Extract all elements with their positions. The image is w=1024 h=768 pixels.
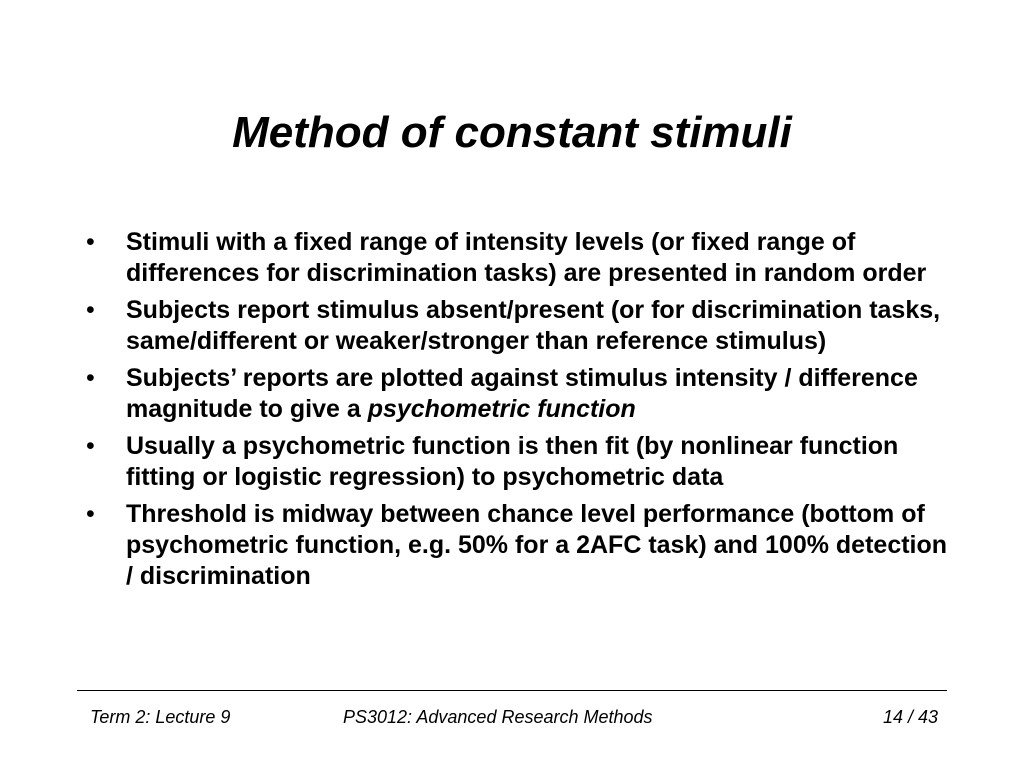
bullet-text: Threshold is midway between chance level performance (bottom of psychometric function, e.g. 50% for a 2AFC task) and 100% detection / discrimination — [126, 500, 948, 590]
footer-course-title: PS3012: Advanced Research Methods — [343, 707, 653, 727]
bullet-item — [86, 499, 956, 592]
slide-title: Method of constant stimuli — [232, 108, 792, 157]
bullet-icon: • — [86, 432, 95, 460]
bullet-text: Stimuli with a fixed range of intensity levels (or fixed range of differences for discrimination tasks) are presented in random order — [126, 228, 927, 287]
bullet-text: Subjects report stimulus absent/present (or for discrimination tasks, same/different or weaker/stronger than reference stimulus) — [126, 296, 941, 355]
bullet-text — [126, 364, 918, 423]
footer-lecture-label: Term 2: Lecture 9 — [90, 707, 231, 727]
bullet-text-plain: Subjects’ reports are plotted against stimulus intensity / difference magnitude to give a — [126, 364, 918, 423]
bullet-text: Usually a psychometric function is then fit (by nonlinear function fitting or logistic regression) to psychometric data — [126, 432, 899, 491]
footer-page-number: 14 / 43 — [882, 707, 938, 727]
bullet-icon: • — [86, 364, 95, 392]
bullet-item — [86, 295, 956, 357]
bullet-item — [86, 363, 956, 425]
bullet-icon: • — [86, 500, 95, 528]
bullet-icon: • — [86, 296, 95, 324]
bullet-icon: • — [86, 228, 95, 256]
bullet-text-emphasis: psychometric function — [367, 395, 636, 423]
bullet-list — [86, 227, 956, 598]
bullet-item — [86, 227, 956, 289]
bullet-item — [86, 431, 956, 493]
footer-divider — [77, 690, 947, 691]
